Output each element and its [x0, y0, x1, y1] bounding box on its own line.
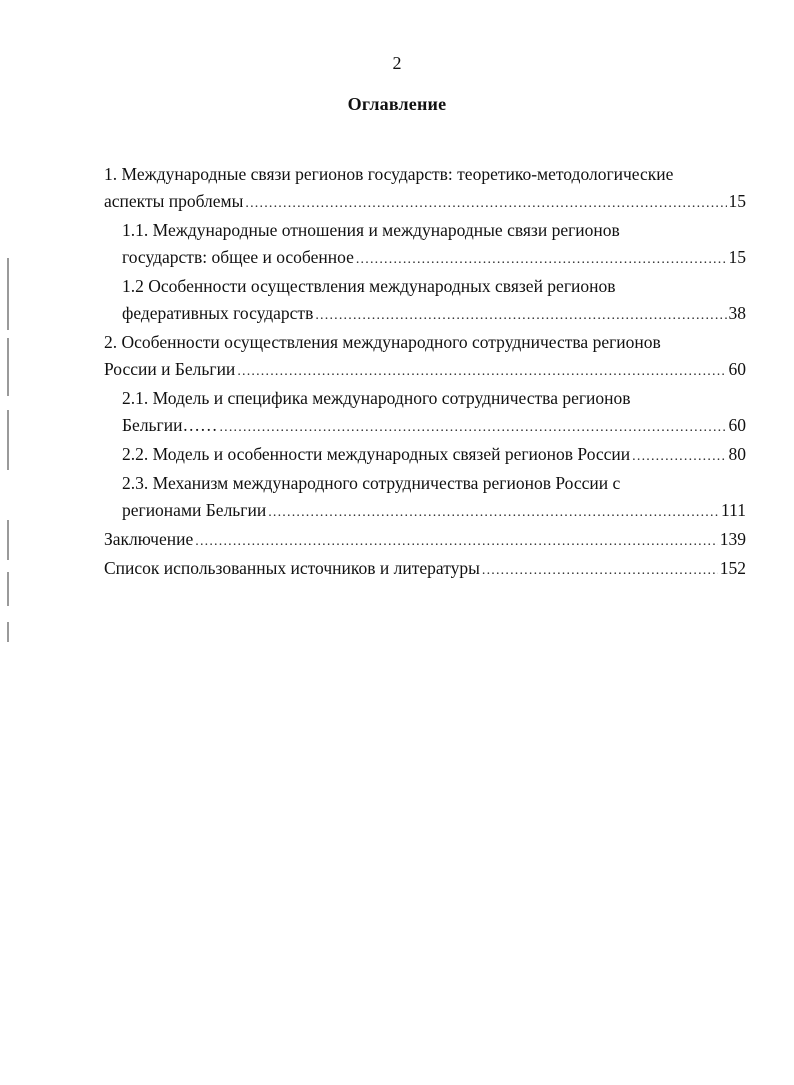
page-number: 2 [392, 53, 402, 73]
dot-leader [482, 557, 718, 584]
toc-entry-page: 60 [728, 359, 746, 379]
toc-entry-title-cont: аспекты проблемы [104, 191, 244, 211]
toc-entry-page: 15 [728, 191, 746, 211]
dot-leader [315, 302, 726, 329]
toc-entry[interactable] [104, 161, 746, 217]
toc-entry-title: Список использованных источников и литературы [104, 558, 480, 578]
dot-leader [632, 443, 726, 470]
scan-edge-mark [7, 410, 9, 470]
toc-entry-page: 60 [728, 415, 746, 435]
toc-entry[interactable] [104, 555, 746, 584]
toc-entry[interactable] [104, 217, 746, 273]
toc-title: Оглавление [347, 94, 447, 114]
scan-edge-mark [7, 572, 9, 606]
toc-entry-title: 1.2 Особенности осуществления международных связей регионов [122, 276, 616, 296]
toc-entry-title-cont: регионами Бельгии [122, 500, 267, 520]
toc-entry-title-cont: федеративных государств [122, 303, 314, 323]
dot-leader [245, 190, 726, 217]
scan-edge-mark [7, 622, 9, 642]
toc-entry-title: 2.3. Механизм международного сотрудничества регионов России с [122, 473, 621, 493]
dot-leader [268, 499, 719, 526]
toc-entry-page: 111 [721, 500, 746, 520]
dot-leader [219, 414, 726, 441]
toc-entry-title: 2.2. Модель и особенности международных связей регионов России [122, 444, 631, 464]
toc-entry-title: 2. Особенности осуществления международного сотрудничества регионов [104, 332, 661, 352]
toc-entry-title: Заключение [104, 529, 194, 549]
dot-leader [356, 246, 727, 273]
toc-entry-page: 152 [719, 558, 746, 578]
dot-leader [237, 358, 726, 385]
toc-entry-title: 1. Международные связи регионов государств: теоретико-методологические [104, 164, 674, 184]
toc-entry-title: 1.1. Международные отношения и международные связи регионов [122, 220, 620, 240]
toc-entry[interactable] [104, 273, 746, 329]
toc-entry-title-cont: государств: общее и особенное [122, 247, 354, 267]
table-of-contents [104, 161, 746, 584]
toc-entry-title: 2.1. Модель и специфика международного сотрудничества регионов [122, 388, 631, 408]
toc-entry[interactable] [104, 470, 746, 526]
toc-entry-page: 139 [719, 529, 746, 549]
scan-edge-mark [7, 258, 9, 330]
toc-entry[interactable] [104, 441, 746, 470]
toc-entry-title-cont: России и Бельгии [104, 359, 236, 379]
toc-entry-page: 38 [728, 303, 746, 323]
scan-edge-mark [7, 338, 9, 396]
toc-entry-page: 80 [728, 444, 746, 464]
toc-entry[interactable] [104, 329, 746, 385]
toc-entry-title-cont: Бельгии…… [122, 415, 218, 435]
toc-entry[interactable] [104, 526, 746, 555]
toc-entry-page: 15 [728, 247, 746, 267]
toc-entry[interactable] [104, 385, 746, 441]
dot-leader [195, 528, 718, 555]
scan-edge-mark [7, 520, 9, 560]
